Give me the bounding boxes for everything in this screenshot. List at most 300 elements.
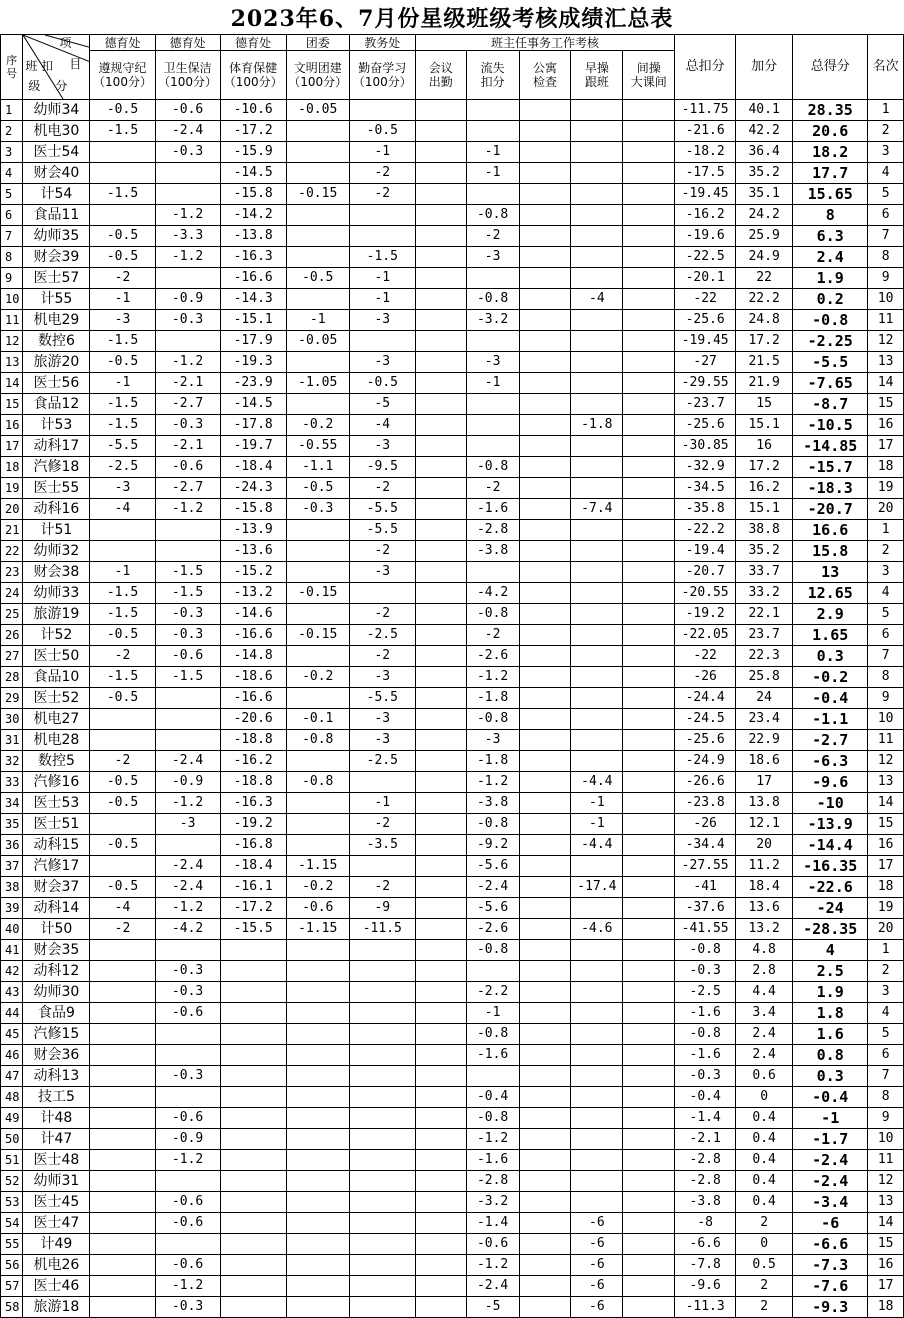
score-cell: -1.5	[155, 667, 220, 688]
score-cell	[415, 646, 466, 667]
total-deduct: -18.2	[675, 142, 736, 163]
score-cell: -20.6	[220, 709, 286, 730]
total-deduct: -34.4	[675, 835, 736, 856]
score-cell	[519, 289, 571, 310]
table-row	[1, 226, 904, 247]
score-cell	[519, 520, 571, 541]
total-deduct-header: 总扣分	[675, 35, 736, 100]
total-score: 2.9	[793, 604, 868, 625]
score-cell: -1.5	[90, 394, 155, 415]
score-cell: -1	[571, 814, 623, 835]
score-cell	[519, 772, 571, 793]
score-cell	[415, 394, 466, 415]
bonus: 12.1	[736, 814, 793, 835]
score-cell	[90, 1003, 155, 1024]
score-cell: -0.2	[286, 667, 349, 688]
rank: 12	[868, 331, 904, 352]
total-score: 1.8	[793, 1003, 868, 1024]
class-name: 计54	[23, 184, 90, 205]
score-cell	[519, 667, 571, 688]
class-name: 旅游18	[23, 1297, 90, 1318]
column-header: 文明团建 （100分）	[286, 51, 349, 100]
row-number: 30	[1, 709, 23, 730]
class-name: 医士52	[23, 688, 90, 709]
rank: 13	[868, 352, 904, 373]
score-cell: -23.9	[220, 373, 286, 394]
total-score: 20.6	[793, 121, 868, 142]
score-cell: -0.6	[155, 457, 220, 478]
score-cell: -2	[466, 625, 519, 646]
score-cell	[519, 457, 571, 478]
score-cell	[415, 1255, 466, 1276]
bonus: 11.2	[736, 856, 793, 877]
score-cell	[623, 1024, 675, 1045]
score-cell	[90, 1108, 155, 1129]
score-cell	[286, 1276, 349, 1297]
score-cell	[415, 709, 466, 730]
total-score: -0.4	[793, 688, 868, 709]
score-cell	[286, 352, 349, 373]
score-cell	[415, 205, 466, 226]
bonus: 0	[736, 1234, 793, 1255]
score-cell	[415, 226, 466, 247]
score-cell: -0.5	[349, 373, 415, 394]
score-cell	[571, 121, 623, 142]
score-cell	[519, 1108, 571, 1129]
class-name: 汽修17	[23, 856, 90, 877]
rank: 10	[868, 1129, 904, 1150]
score-cell	[623, 1066, 675, 1087]
score-cell	[519, 919, 571, 940]
score-cell: -13.2	[220, 583, 286, 604]
rank: 16	[868, 835, 904, 856]
score-cell	[623, 247, 675, 268]
total-deduct: -8	[675, 1213, 736, 1234]
column-header: 遵规守纪 （100分）	[90, 51, 155, 100]
row-number: 43	[1, 982, 23, 1003]
total-deduct: -26.6	[675, 772, 736, 793]
bonus: 3.4	[736, 1003, 793, 1024]
class-name: 幼师33	[23, 583, 90, 604]
score-cell: -6	[571, 1297, 623, 1318]
score-cell: -1.5	[155, 562, 220, 583]
class-name: 医士48	[23, 1150, 90, 1171]
score-cell: -9	[349, 898, 415, 919]
score-cell: -0.6	[155, 1255, 220, 1276]
total-deduct: -20.1	[675, 268, 736, 289]
score-cell: -0.5	[90, 793, 155, 814]
score-cell: -3.8	[466, 541, 519, 562]
table-row	[1, 1297, 904, 1318]
corner-header	[23, 35, 90, 100]
score-cell	[220, 982, 286, 1003]
class-name: 数控5	[23, 751, 90, 772]
score-cell: -4.4	[571, 772, 623, 793]
score-cell: -0.2	[286, 415, 349, 436]
score-cell: -0.3	[155, 604, 220, 625]
total-score: -0.2	[793, 667, 868, 688]
row-number: 42	[1, 961, 23, 982]
rank: 9	[868, 268, 904, 289]
score-cell: -0.8	[466, 457, 519, 478]
class-name: 动科15	[23, 835, 90, 856]
score-cell	[286, 226, 349, 247]
score-cell	[623, 457, 675, 478]
score-cell	[415, 247, 466, 268]
class-name: 机电28	[23, 730, 90, 751]
total-score: -3.4	[793, 1192, 868, 1213]
score-cell: -0.6	[155, 1192, 220, 1213]
score-cell	[519, 793, 571, 814]
class-name: 计50	[23, 919, 90, 940]
class-name: 计52	[23, 625, 90, 646]
corner-label-top: 项	[59, 36, 72, 50]
total-score: 18.2	[793, 142, 868, 163]
score-cell	[286, 646, 349, 667]
bonus: 17	[736, 772, 793, 793]
score-cell	[623, 1213, 675, 1234]
total-score: -16.35	[793, 856, 868, 877]
rank: 19	[868, 478, 904, 499]
score-cell	[571, 226, 623, 247]
score-cell	[623, 646, 675, 667]
table-row	[1, 688, 904, 709]
score-cell: -13.6	[220, 541, 286, 562]
score-cell: -2	[349, 163, 415, 184]
bonus: 0.4	[736, 1150, 793, 1171]
score-cell: -0.5	[90, 835, 155, 856]
rank: 4	[868, 1003, 904, 1024]
group-header: 教务处	[349, 35, 415, 51]
table-row	[1, 1234, 904, 1255]
total-deduct: -34.5	[675, 478, 736, 499]
bonus: 13.8	[736, 793, 793, 814]
score-cell: -1.15	[286, 919, 349, 940]
table-row	[1, 562, 904, 583]
score-cell	[519, 226, 571, 247]
score-cell	[415, 142, 466, 163]
total-deduct: -41.55	[675, 919, 736, 940]
score-cell: -1.4	[466, 1213, 519, 1234]
class-name: 机电30	[23, 121, 90, 142]
score-cell: -3.2	[466, 1192, 519, 1213]
class-name: 医士53	[23, 793, 90, 814]
total-deduct: -7.8	[675, 1255, 736, 1276]
score-cell: -0.3	[155, 982, 220, 1003]
score-cell	[220, 1255, 286, 1276]
rank: 19	[868, 898, 904, 919]
class-name: 财会36	[23, 1045, 90, 1066]
score-cell: -0.3	[155, 625, 220, 646]
class-name: 机电26	[23, 1255, 90, 1276]
score-cell	[286, 121, 349, 142]
score-cell: -0.5	[90, 772, 155, 793]
score-cell	[90, 1171, 155, 1192]
score-cell	[623, 625, 675, 646]
score-cell: -1.5	[90, 604, 155, 625]
score-cell	[155, 184, 220, 205]
total-score: -2.25	[793, 331, 868, 352]
rank: 6	[868, 625, 904, 646]
score-cell	[519, 1192, 571, 1213]
rank: 1	[868, 520, 904, 541]
score-cell: -1.05	[286, 373, 349, 394]
table-row	[1, 856, 904, 877]
bonus: 38.8	[736, 520, 793, 541]
class-name: 医士46	[23, 1276, 90, 1297]
score-cell	[623, 982, 675, 1003]
total-deduct: -2.1	[675, 1129, 736, 1150]
score-cell	[623, 1171, 675, 1192]
score-cell	[519, 877, 571, 898]
table-row	[1, 1171, 904, 1192]
score-cell	[623, 562, 675, 583]
total-deduct: -2.8	[675, 1171, 736, 1192]
rank: 18	[868, 457, 904, 478]
score-cell	[519, 751, 571, 772]
score-cell	[623, 310, 675, 331]
bonus: 23.7	[736, 625, 793, 646]
score-cell	[415, 961, 466, 982]
score-cell: -16.8	[220, 835, 286, 856]
score-cell	[415, 835, 466, 856]
rank: 20	[868, 919, 904, 940]
score-cell: -2.6	[466, 646, 519, 667]
score-cell	[519, 163, 571, 184]
bonus: 22.9	[736, 730, 793, 751]
score-cell	[466, 184, 519, 205]
total-deduct: -0.8	[675, 1024, 736, 1045]
score-cell	[519, 331, 571, 352]
score-table	[0, 34, 904, 1318]
score-cell: -1.2	[155, 793, 220, 814]
score-cell: -1.5	[155, 583, 220, 604]
score-cell	[286, 1234, 349, 1255]
rank: 3	[868, 982, 904, 1003]
score-cell: -9.2	[466, 835, 519, 856]
table-row	[1, 583, 904, 604]
score-cell: -1	[90, 289, 155, 310]
score-cell	[155, 520, 220, 541]
score-cell	[466, 415, 519, 436]
score-cell: -9.5	[349, 457, 415, 478]
score-cell: -18.4	[220, 457, 286, 478]
rank: 1	[868, 940, 904, 961]
total-score: -8.7	[793, 394, 868, 415]
total-score: 1.6	[793, 1024, 868, 1045]
row-number: 19	[1, 478, 23, 499]
score-cell	[415, 415, 466, 436]
score-cell	[623, 898, 675, 919]
score-cell: -0.5	[90, 100, 155, 121]
score-cell	[519, 184, 571, 205]
score-cell	[519, 562, 571, 583]
group-header: 团委	[286, 35, 349, 51]
score-cell	[415, 1024, 466, 1045]
score-cell	[623, 1234, 675, 1255]
bonus: 0.4	[736, 1129, 793, 1150]
score-cell: -1.2	[466, 667, 519, 688]
score-cell: -1	[286, 310, 349, 331]
total-deduct: -23.7	[675, 394, 736, 415]
score-cell: -4	[349, 415, 415, 436]
score-cell: -6	[571, 1276, 623, 1297]
score-cell	[466, 961, 519, 982]
score-cell	[415, 1066, 466, 1087]
score-cell	[415, 100, 466, 121]
score-cell	[415, 1045, 466, 1066]
row-number: 32	[1, 751, 23, 772]
score-cell: -2	[466, 478, 519, 499]
score-cell: -2	[349, 814, 415, 835]
score-cell	[623, 940, 675, 961]
score-cell: -2	[349, 604, 415, 625]
score-cell	[623, 793, 675, 814]
score-cell	[519, 268, 571, 289]
total-deduct: -0.3	[675, 1066, 736, 1087]
score-cell	[623, 1276, 675, 1297]
score-cell	[286, 562, 349, 583]
score-cell: -0.3	[155, 310, 220, 331]
score-cell: -3	[349, 730, 415, 751]
total-score: 1.65	[793, 625, 868, 646]
bonus: 21.9	[736, 373, 793, 394]
score-cell: -14.6	[220, 604, 286, 625]
rank: 12	[868, 751, 904, 772]
table-row	[1, 1150, 904, 1171]
rank: 1	[868, 100, 904, 121]
score-cell: -17.8	[220, 415, 286, 436]
bonus: 0	[736, 1087, 793, 1108]
score-cell	[623, 205, 675, 226]
total-deduct: -23.8	[675, 793, 736, 814]
score-cell: -5	[466, 1297, 519, 1318]
total-score: 12.65	[793, 583, 868, 604]
score-cell: -2.4	[155, 856, 220, 877]
bonus: 4.8	[736, 940, 793, 961]
score-cell	[571, 163, 623, 184]
score-cell	[519, 898, 571, 919]
score-cell: -1.6	[466, 1150, 519, 1171]
total-score: -7.6	[793, 1276, 868, 1297]
row-number: 29	[1, 688, 23, 709]
total-deduct: -0.3	[675, 961, 736, 982]
row-number: 2	[1, 121, 23, 142]
score-cell: -1	[466, 163, 519, 184]
score-cell	[415, 730, 466, 751]
score-cell	[415, 940, 466, 961]
row-number: 3	[1, 142, 23, 163]
score-cell: -16.1	[220, 877, 286, 898]
rank: 14	[868, 1213, 904, 1234]
total-score: -0.4	[793, 1087, 868, 1108]
score-cell	[220, 1129, 286, 1150]
score-cell: -24.3	[220, 478, 286, 499]
class-name: 幼师35	[23, 226, 90, 247]
total-deduct: -25.6	[675, 730, 736, 751]
table-row	[1, 772, 904, 793]
score-cell	[519, 1087, 571, 1108]
score-cell	[220, 1276, 286, 1297]
score-cell	[519, 415, 571, 436]
score-cell	[349, 583, 415, 604]
rank: 10	[868, 289, 904, 310]
score-cell	[519, 709, 571, 730]
rank: 16	[868, 1255, 904, 1276]
score-cell	[519, 352, 571, 373]
score-cell: -2.4	[155, 877, 220, 898]
score-cell	[415, 562, 466, 583]
class-name: 汽修15	[23, 1024, 90, 1045]
rank: 5	[868, 1024, 904, 1045]
score-cell	[519, 1276, 571, 1297]
table-row	[1, 268, 904, 289]
rank: 20	[868, 499, 904, 520]
score-cell	[519, 541, 571, 562]
score-cell	[415, 1234, 466, 1255]
score-cell	[415, 499, 466, 520]
score-cell: -2.8	[466, 520, 519, 541]
score-cell: -15.2	[220, 562, 286, 583]
score-cell	[90, 541, 155, 562]
total-deduct: -41	[675, 877, 736, 898]
table-row	[1, 541, 904, 562]
score-cell: -1.2	[155, 898, 220, 919]
row-number: 33	[1, 772, 23, 793]
row-number: 55	[1, 1234, 23, 1255]
score-cell	[466, 100, 519, 121]
bonus: 24.8	[736, 310, 793, 331]
score-cell: -4	[571, 289, 623, 310]
total-score: -1.7	[793, 1129, 868, 1150]
score-cell	[90, 1213, 155, 1234]
score-cell: -0.1	[286, 709, 349, 730]
score-cell	[623, 604, 675, 625]
row-number: 44	[1, 1003, 23, 1024]
table-row	[1, 646, 904, 667]
score-cell	[415, 919, 466, 940]
row-number: 39	[1, 898, 23, 919]
class-name: 食品10	[23, 667, 90, 688]
total-score: -24	[793, 898, 868, 919]
score-cell	[519, 100, 571, 121]
score-cell: -0.6	[155, 1108, 220, 1129]
row-number: 7	[1, 226, 23, 247]
score-cell: -2.4	[466, 877, 519, 898]
score-cell: -15.8	[220, 184, 286, 205]
row-number: 57	[1, 1276, 23, 1297]
score-cell: -14.3	[220, 289, 286, 310]
total-score: 2.4	[793, 247, 868, 268]
total-score: 28.35	[793, 100, 868, 121]
score-cell	[415, 1087, 466, 1108]
total-score: 15.8	[793, 541, 868, 562]
rank: 8	[868, 247, 904, 268]
score-cell	[623, 226, 675, 247]
score-cell	[286, 688, 349, 709]
rank: 11	[868, 730, 904, 751]
score-cell	[623, 331, 675, 352]
score-cell	[349, 1297, 415, 1318]
score-cell: -14.8	[220, 646, 286, 667]
total-score: -15.7	[793, 457, 868, 478]
score-cell	[90, 1276, 155, 1297]
score-cell	[90, 709, 155, 730]
total-deduct: -22	[675, 646, 736, 667]
score-cell: -1.5	[90, 415, 155, 436]
class-name: 财会35	[23, 940, 90, 961]
total-deduct: -6.6	[675, 1234, 736, 1255]
